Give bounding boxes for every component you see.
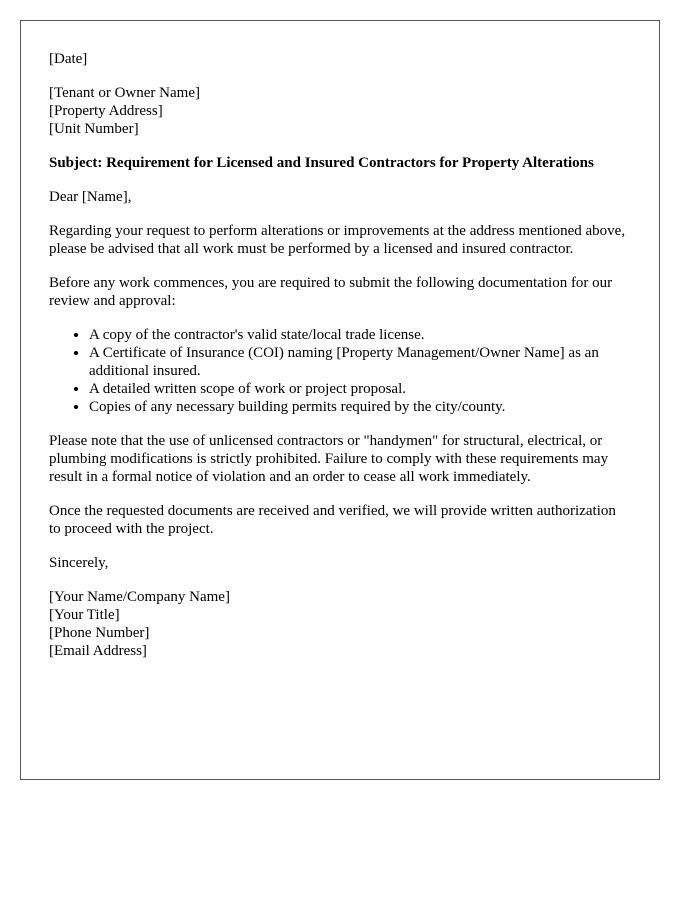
paragraph-authorization: Once the requested documents are received and verified, we will provide written authorization to proceed with the project. bbox=[49, 503, 616, 537]
recipient-name: [Tenant or Owner Name] bbox=[49, 85, 200, 101]
paragraph-prohibition: Please note that the use of unlicensed contractors or "handymen" for structural, electrical, or plumbing modifications is strictly prohibited. Failure to comply with these requirements may result in a formal notice of violation and an order to cease all work immediately. bbox=[49, 433, 609, 485]
date-block bbox=[49, 50, 631, 68]
paragraph-documentation: Before any work commences, you are required to submit the following documentation for our review and approval: bbox=[49, 275, 613, 309]
paragraph-request: Regarding your request to perform alterations or improvements at the address mentioned above, please be advised that all work must be performed by a licensed and insured contractor. bbox=[49, 223, 626, 257]
requirement-item: • A copy of the contractor's valid state/local trade license. bbox=[89, 326, 631, 344]
signature-phone: [Phone Number] bbox=[49, 625, 150, 641]
requirement-item: • A Certificate of Insurance (COI) naming [Property Management/Owner Name] as an additional insured. bbox=[89, 344, 631, 380]
salutation: Dear [Name], bbox=[49, 189, 132, 205]
requirement-item: • Copies of any necessary building permits required by the city/county. bbox=[89, 398, 631, 416]
requirements-list bbox=[49, 326, 631, 416]
signature-email: [Email Address] bbox=[49, 643, 147, 659]
recipient-block bbox=[49, 84, 631, 138]
subject-line: Subject: Requirement for Licensed and Insured Contractors for Property Alterations bbox=[49, 155, 594, 171]
signature-title: [Your Title] bbox=[49, 607, 120, 623]
recipient-unit: [Unit Number] bbox=[49, 121, 139, 137]
recipient-address: [Property Address] bbox=[49, 103, 163, 119]
signature-block bbox=[49, 588, 631, 660]
letter-date: [Date] bbox=[49, 51, 88, 67]
signature-name: [Your Name/Company Name] bbox=[49, 589, 230, 605]
requirement-item: • A detailed written scope of work or project proposal. bbox=[89, 380, 631, 398]
letter-page bbox=[20, 20, 660, 780]
closing: Sincerely, bbox=[49, 555, 109, 571]
